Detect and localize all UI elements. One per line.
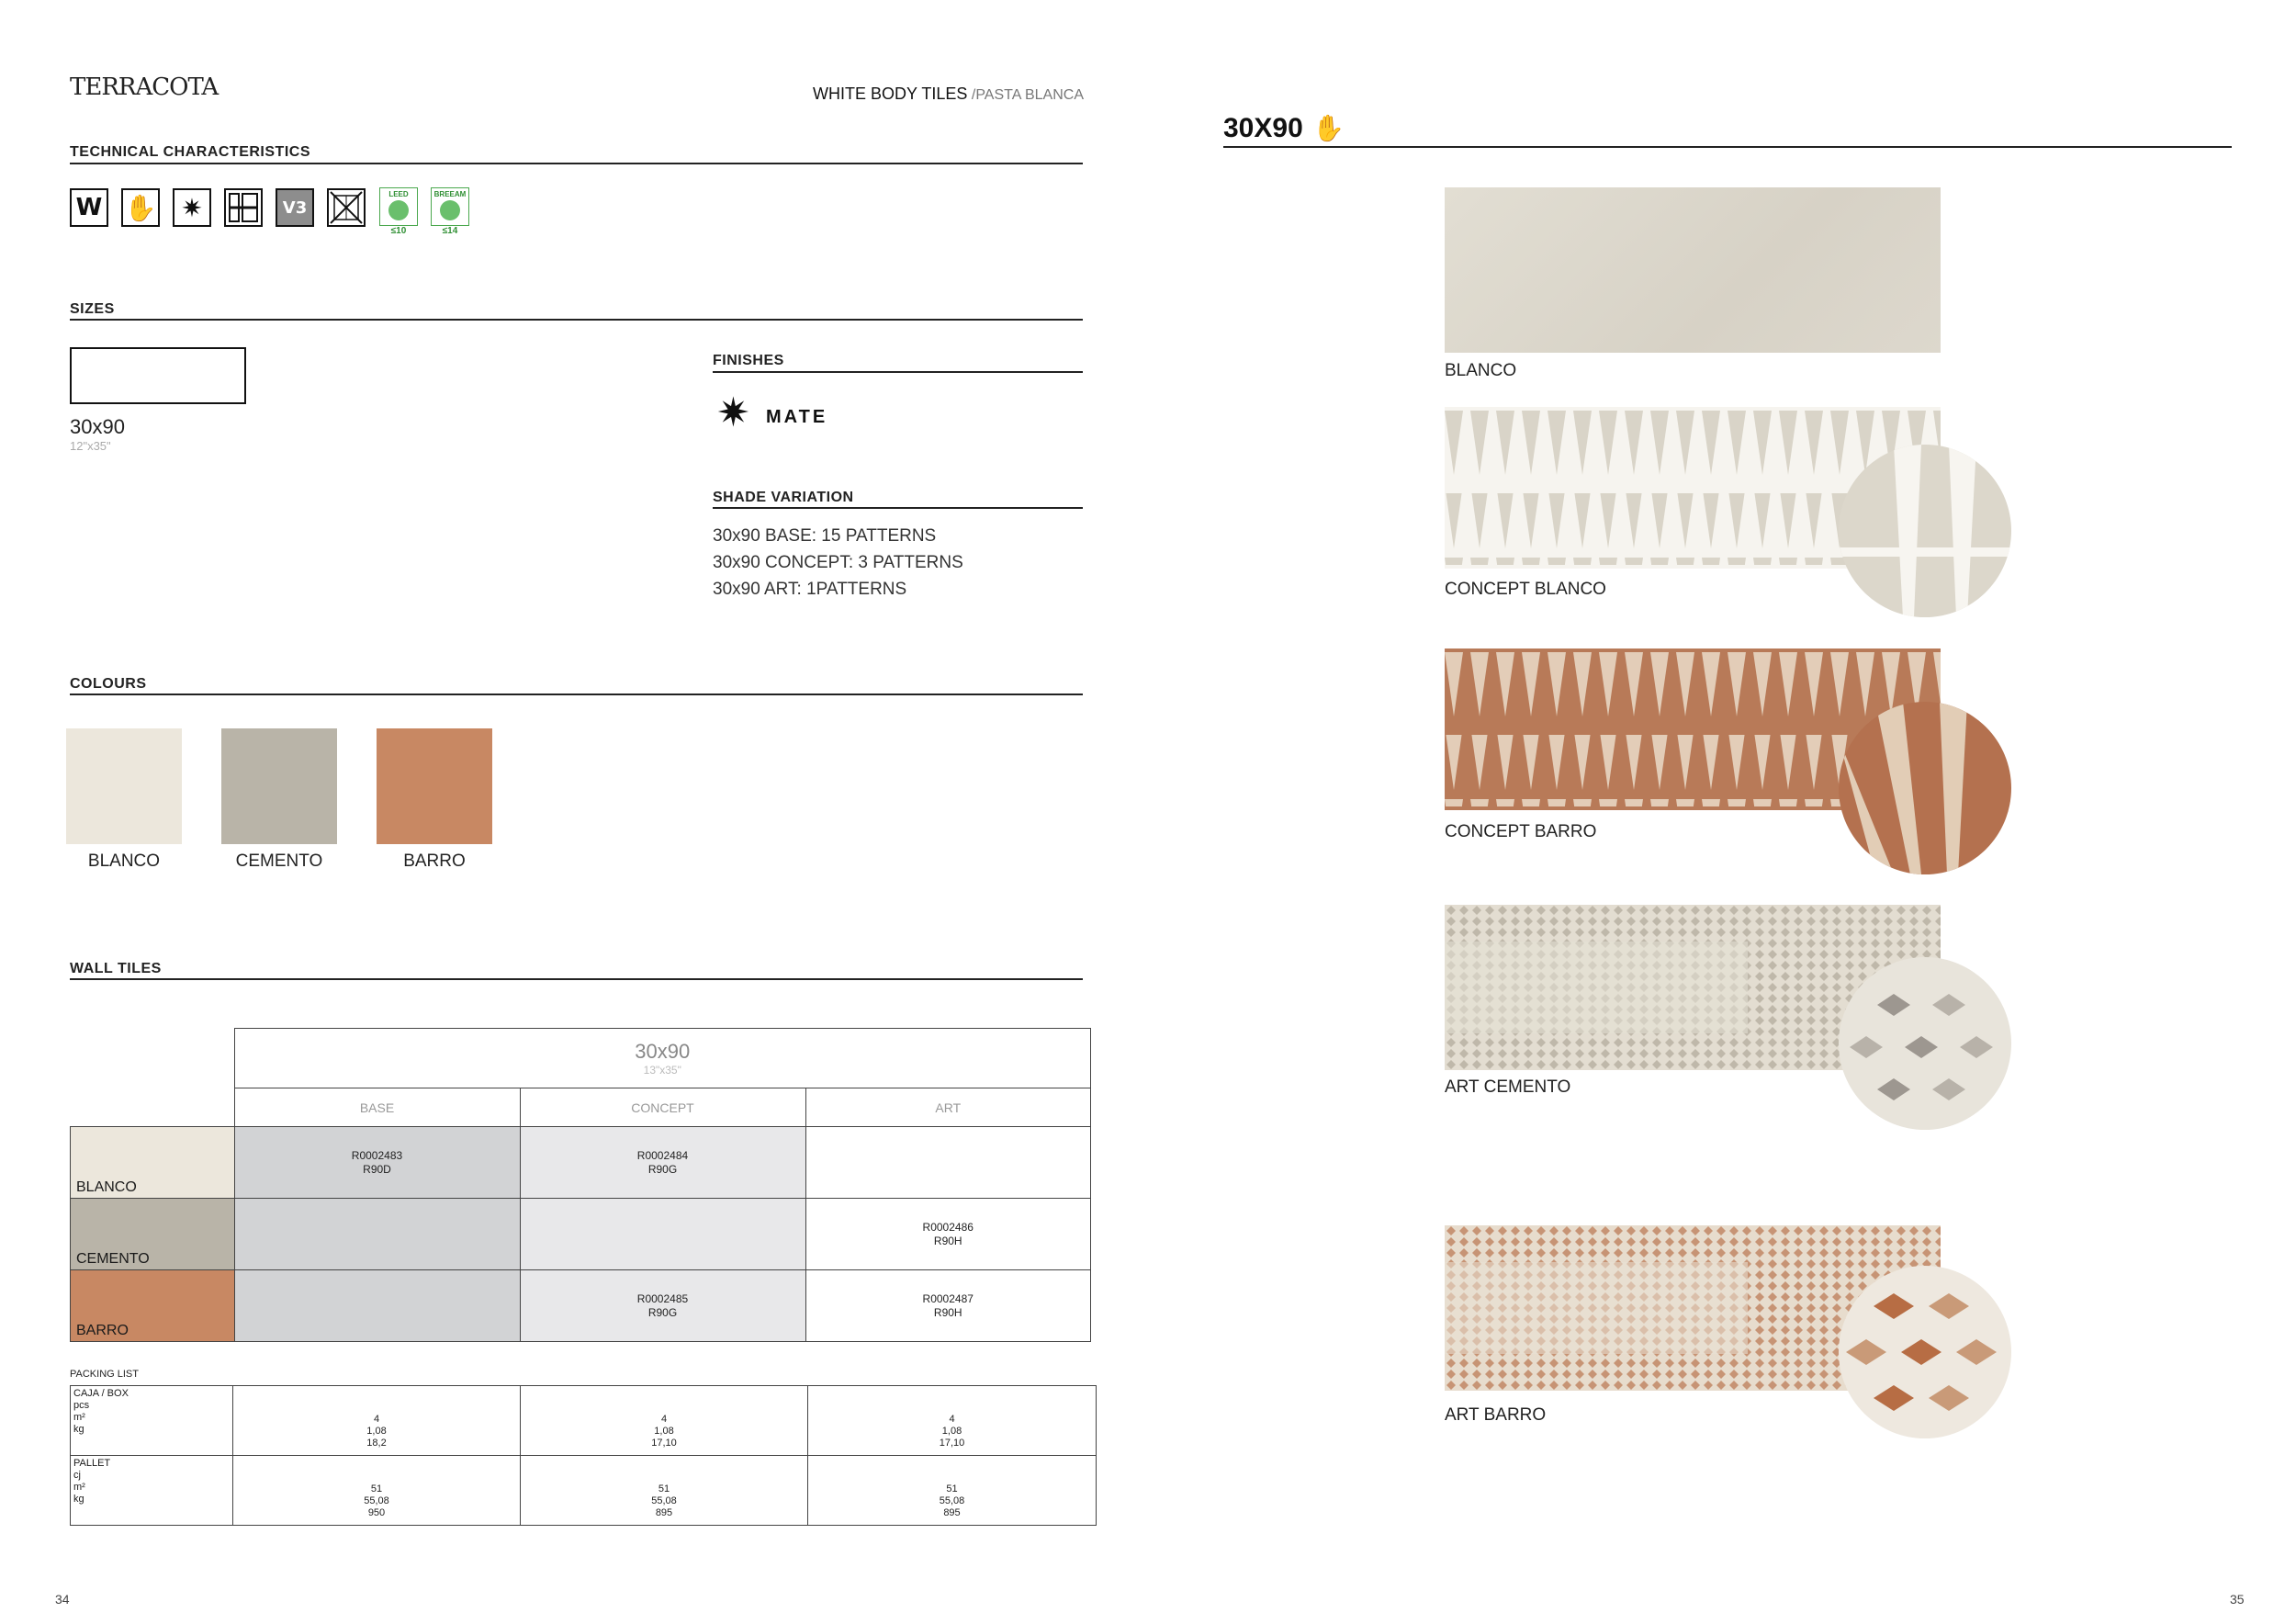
tile-label: CONCEPT BARRO: [1445, 822, 1597, 841]
divider: [70, 694, 1083, 695]
packing-cell: [521, 1456, 808, 1526]
label-line: m²: [73, 1482, 85, 1493]
header-subtitle: /PASTA BLANCA: [971, 87, 1084, 103]
row-label: BARRO: [71, 1270, 235, 1342]
right-size-title: 30X90: [1223, 113, 1303, 143]
product-code: R0002486: [922, 1220, 974, 1234]
table-corner: [71, 1029, 235, 1088]
product-ref: R90G: [647, 1305, 678, 1319]
packing-label: [71, 1386, 233, 1456]
page-header: [808, 85, 1084, 104]
packing-table: [70, 1385, 1097, 1526]
finishes-heading: FINISHES: [713, 353, 784, 368]
no-frost-icon: [327, 188, 366, 227]
label-line: cj: [73, 1470, 81, 1481]
packing-heading: PACKING LIST: [70, 1369, 139, 1380]
swatch-label: CEMENTO: [235, 851, 323, 871]
wall-tiles-heading: WALL TILES: [70, 961, 162, 976]
table-cell: [520, 1270, 805, 1342]
tile-label: BLANCO: [1445, 361, 1517, 380]
star-burst-icon-glyph: ✷: [181, 192, 203, 223]
globe-icon: [388, 200, 409, 220]
divider: [70, 163, 1083, 164]
table-cell: [234, 1270, 520, 1342]
row-label: BLANCO: [71, 1127, 235, 1199]
product-ref: R90H: [933, 1305, 962, 1319]
tile-label: ART CEMENTO: [1445, 1077, 1571, 1097]
sizes-heading: SIZES: [70, 301, 115, 317]
divider: [70, 319, 1083, 321]
shade-line: 30x90 BASE: 15 PATTERNS: [713, 526, 937, 546]
rectified-icon: [224, 188, 263, 227]
packing-cell: [233, 1456, 521, 1526]
value: 1,08: [654, 1426, 674, 1437]
packing-label: [71, 1456, 233, 1526]
value: 51: [370, 1483, 383, 1494]
leed-badge: [378, 187, 419, 242]
value: 4: [373, 1414, 380, 1425]
value: 51: [658, 1483, 670, 1494]
value: 55,08: [939, 1495, 965, 1506]
divider: [1223, 146, 2232, 148]
label-line: kg: [73, 1424, 84, 1435]
tile-detail-circle: [1839, 702, 2011, 874]
product-code: R0002487: [922, 1291, 974, 1305]
shade-line: 30x90 ART: 1PATTERNS: [713, 580, 907, 599]
value: 55,08: [364, 1495, 389, 1506]
product-ref: R90H: [933, 1234, 962, 1247]
globe-icon: [440, 200, 460, 220]
shade-line: 30x90 CONCEPT: 3 PATTERNS: [713, 553, 963, 572]
value: 4: [949, 1414, 955, 1425]
label-line: kg: [73, 1494, 84, 1505]
divider: [70, 978, 1083, 980]
column-header: ART: [805, 1088, 1091, 1127]
tile-label: CONCEPT BLANCO: [1445, 580, 1606, 599]
value: 18,2: [366, 1438, 387, 1449]
label-line: PALLET: [73, 1458, 111, 1469]
table-corner: [71, 1088, 235, 1127]
tile-detail-circle: [1839, 1266, 2011, 1438]
product-ref: R90G: [647, 1162, 678, 1176]
hand-icon-glyph: ✋: [124, 192, 157, 223]
packing-cell: [808, 1456, 1097, 1526]
shade-heading: SHADE VARIATION: [713, 490, 854, 505]
product-code: R0002484: [636, 1148, 689, 1162]
value: 895: [943, 1507, 961, 1518]
value: 1,08: [366, 1426, 387, 1437]
table-size-inches: 13"x35": [643, 1064, 681, 1077]
row-label: CEMENTO: [71, 1199, 235, 1270]
table-size-header: [234, 1029, 1091, 1088]
product-code: R0002483: [351, 1148, 403, 1162]
product-code: R0002485: [636, 1291, 689, 1305]
size-main: 30x90: [70, 415, 125, 438]
finish-name: MATE: [766, 407, 828, 427]
table-cell: [520, 1127, 805, 1199]
swatch-label: BLANCO: [87, 851, 161, 871]
table-size: 30x90: [635, 1040, 691, 1063]
tile-label: ART BARRO: [1445, 1405, 1547, 1425]
value: 55,08: [651, 1495, 677, 1506]
wall-tile-icon-glyph: W: [75, 194, 103, 221]
header-title: WHITE BODY TILES: [813, 85, 968, 103]
page-number-left: 34: [55, 1592, 70, 1607]
tile-detail-circle: [1839, 445, 2011, 617]
packing-cell: [233, 1386, 521, 1456]
breeam-badge: [430, 187, 470, 242]
swatch-blanco: [66, 728, 182, 844]
label-line: pcs: [73, 1400, 90, 1411]
hand-icon: [121, 188, 160, 227]
hand-icon: ✋: [1312, 113, 1345, 143]
divider: [713, 507, 1083, 509]
column-header: BASE: [234, 1088, 520, 1127]
swatch-cemento: [221, 728, 337, 844]
shade-v3-icon-glyph: V3: [282, 197, 308, 218]
breeam-value: ≤14: [442, 226, 458, 236]
star-burst-icon: [173, 188, 211, 227]
page-number-right: 35: [2230, 1592, 2245, 1607]
value: 4: [660, 1414, 668, 1425]
value: 950: [367, 1507, 386, 1518]
star-icon: ✷: [716, 389, 750, 436]
swatch-label: BARRO: [403, 851, 466, 871]
value: 51: [946, 1483, 958, 1494]
leed-value: ≤10: [390, 226, 407, 236]
packing-cell: [521, 1386, 808, 1456]
brand-logo: TERRACOTA: [70, 73, 219, 101]
label-line: CAJA / BOX: [73, 1388, 129, 1399]
value: 17,10: [939, 1438, 965, 1449]
wall-tile-icon: [70, 188, 108, 227]
leed-label: LEED: [388, 190, 409, 198]
wall-tiles-table: [70, 1028, 1091, 1342]
value: 1,08: [941, 1426, 962, 1437]
table-cell: [805, 1199, 1091, 1270]
table-cell: [234, 1127, 520, 1199]
table-cell: [520, 1199, 805, 1270]
size-inches: 12"x35": [70, 439, 111, 453]
right-title: [1223, 113, 1345, 144]
packing-cell: [808, 1386, 1097, 1456]
tile-detail-circle: [1839, 957, 2011, 1130]
value: 17,10: [651, 1438, 677, 1449]
swatch-barro: [377, 728, 492, 844]
table-cell: [805, 1127, 1091, 1199]
size-rectangle: [70, 347, 246, 404]
colours-heading: COLOURS: [70, 676, 147, 692]
product-ref: R90D: [363, 1162, 391, 1176]
shade-v3-icon: [276, 188, 314, 227]
value: 895: [655, 1507, 673, 1518]
table-cell: [805, 1270, 1091, 1342]
divider: [713, 371, 1083, 373]
technical-heading: TECHNICAL CHARACTERISTICS: [70, 144, 310, 160]
breeam-label: BREEAM: [433, 190, 467, 198]
label-line: m²: [73, 1412, 85, 1423]
column-header: CONCEPT: [520, 1088, 805, 1127]
table-cell: [234, 1199, 520, 1270]
tile-blanco: [1445, 187, 1941, 353]
